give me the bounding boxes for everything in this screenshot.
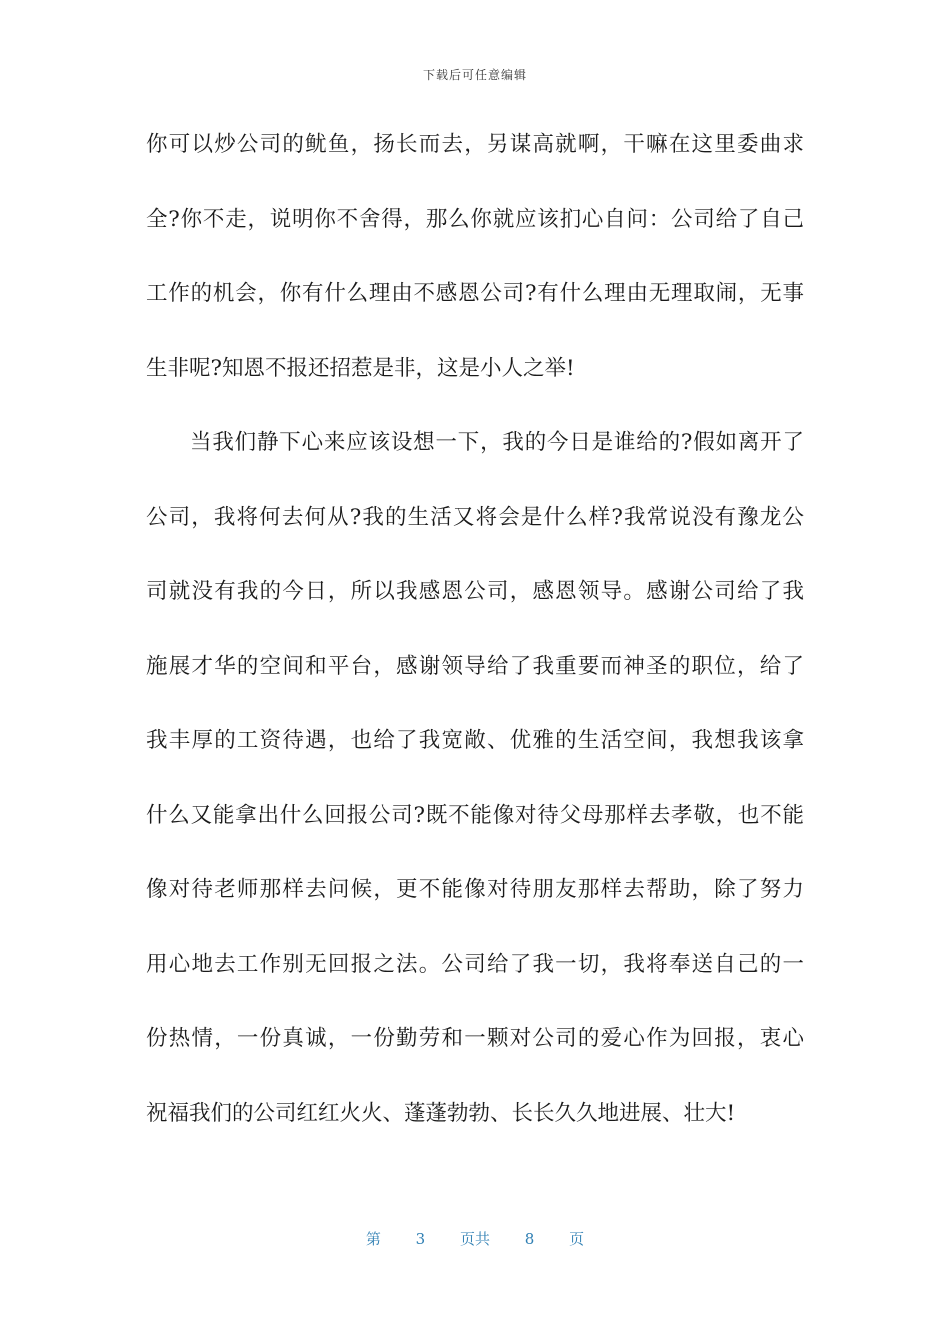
- footer-page-number: 3: [415, 1230, 426, 1248]
- text-line-10: 什么又能拿出什么回报公司?既不能像对待父母那样去孝敬，也不能: [146, 802, 804, 828]
- footer-total-pages: 8: [524, 1230, 535, 1248]
- text-line-6: 公司，我将何去何从?我的生活又将会是什么样?我常说没有豫龙公: [146, 504, 804, 530]
- text-line-7: 司就没有我的今日，所以我感恩公司，感恩领导。感谢公司给了我: [146, 579, 804, 604]
- paragraph-start-line: 当我们静下心来应该设想一下，我的今日是谁给的?假如离开了: [190, 430, 804, 455]
- text-line-12: 用心地去工作别无回报之法。公司给了我一切，我将奉送自己的一: [146, 951, 804, 977]
- text-line-1: 你可以炒公司的鱿鱼，扬长而去，另谋高就啊，干嘛在这里委曲求: [146, 132, 804, 157]
- text-line-9: 我丰厚的工资待遇，也给了我宽敞、优雅的生活空间，我想我该拿: [146, 728, 804, 753]
- text-line-3: 工作的机会，你有什么理由不感恩公司?有什么理由无理取闹，无事: [146, 281, 804, 306]
- text-line-11: 像对待老师那样去问候，更不能像对待朋友那样去帮助，除了努力: [146, 877, 804, 902]
- text-line-4: 生非呢?知恩不报还招惹是非，这是小人之举!: [146, 355, 575, 381]
- footer-suffix: 页: [569, 1230, 585, 1248]
- text-line-2: 全?你不走，说明你不舍得，那么你就应该扪心自问：公司给了自己: [146, 206, 804, 232]
- text-line-8: 施展才华的空间和平台，感谢领导给了我重要而神圣的职位，给了: [146, 653, 804, 679]
- text-line-14: 祝福我们的公司红红火火、蓬蓬勃勃、长长久久地进展、壮大!: [146, 1100, 736, 1126]
- text-line-13: 份热情，一份真诚，一份勤劳和一颗对公司的爱心作为回报，衷心: [146, 1026, 804, 1051]
- footer-middle: 页共: [459, 1230, 490, 1248]
- footer-prefix: 第: [365, 1230, 381, 1248]
- document-body: [146, 108, 804, 1151]
- page-footer: [0, 1228, 950, 1249]
- page-header: 下载后可任意编辑: [422, 68, 527, 82]
